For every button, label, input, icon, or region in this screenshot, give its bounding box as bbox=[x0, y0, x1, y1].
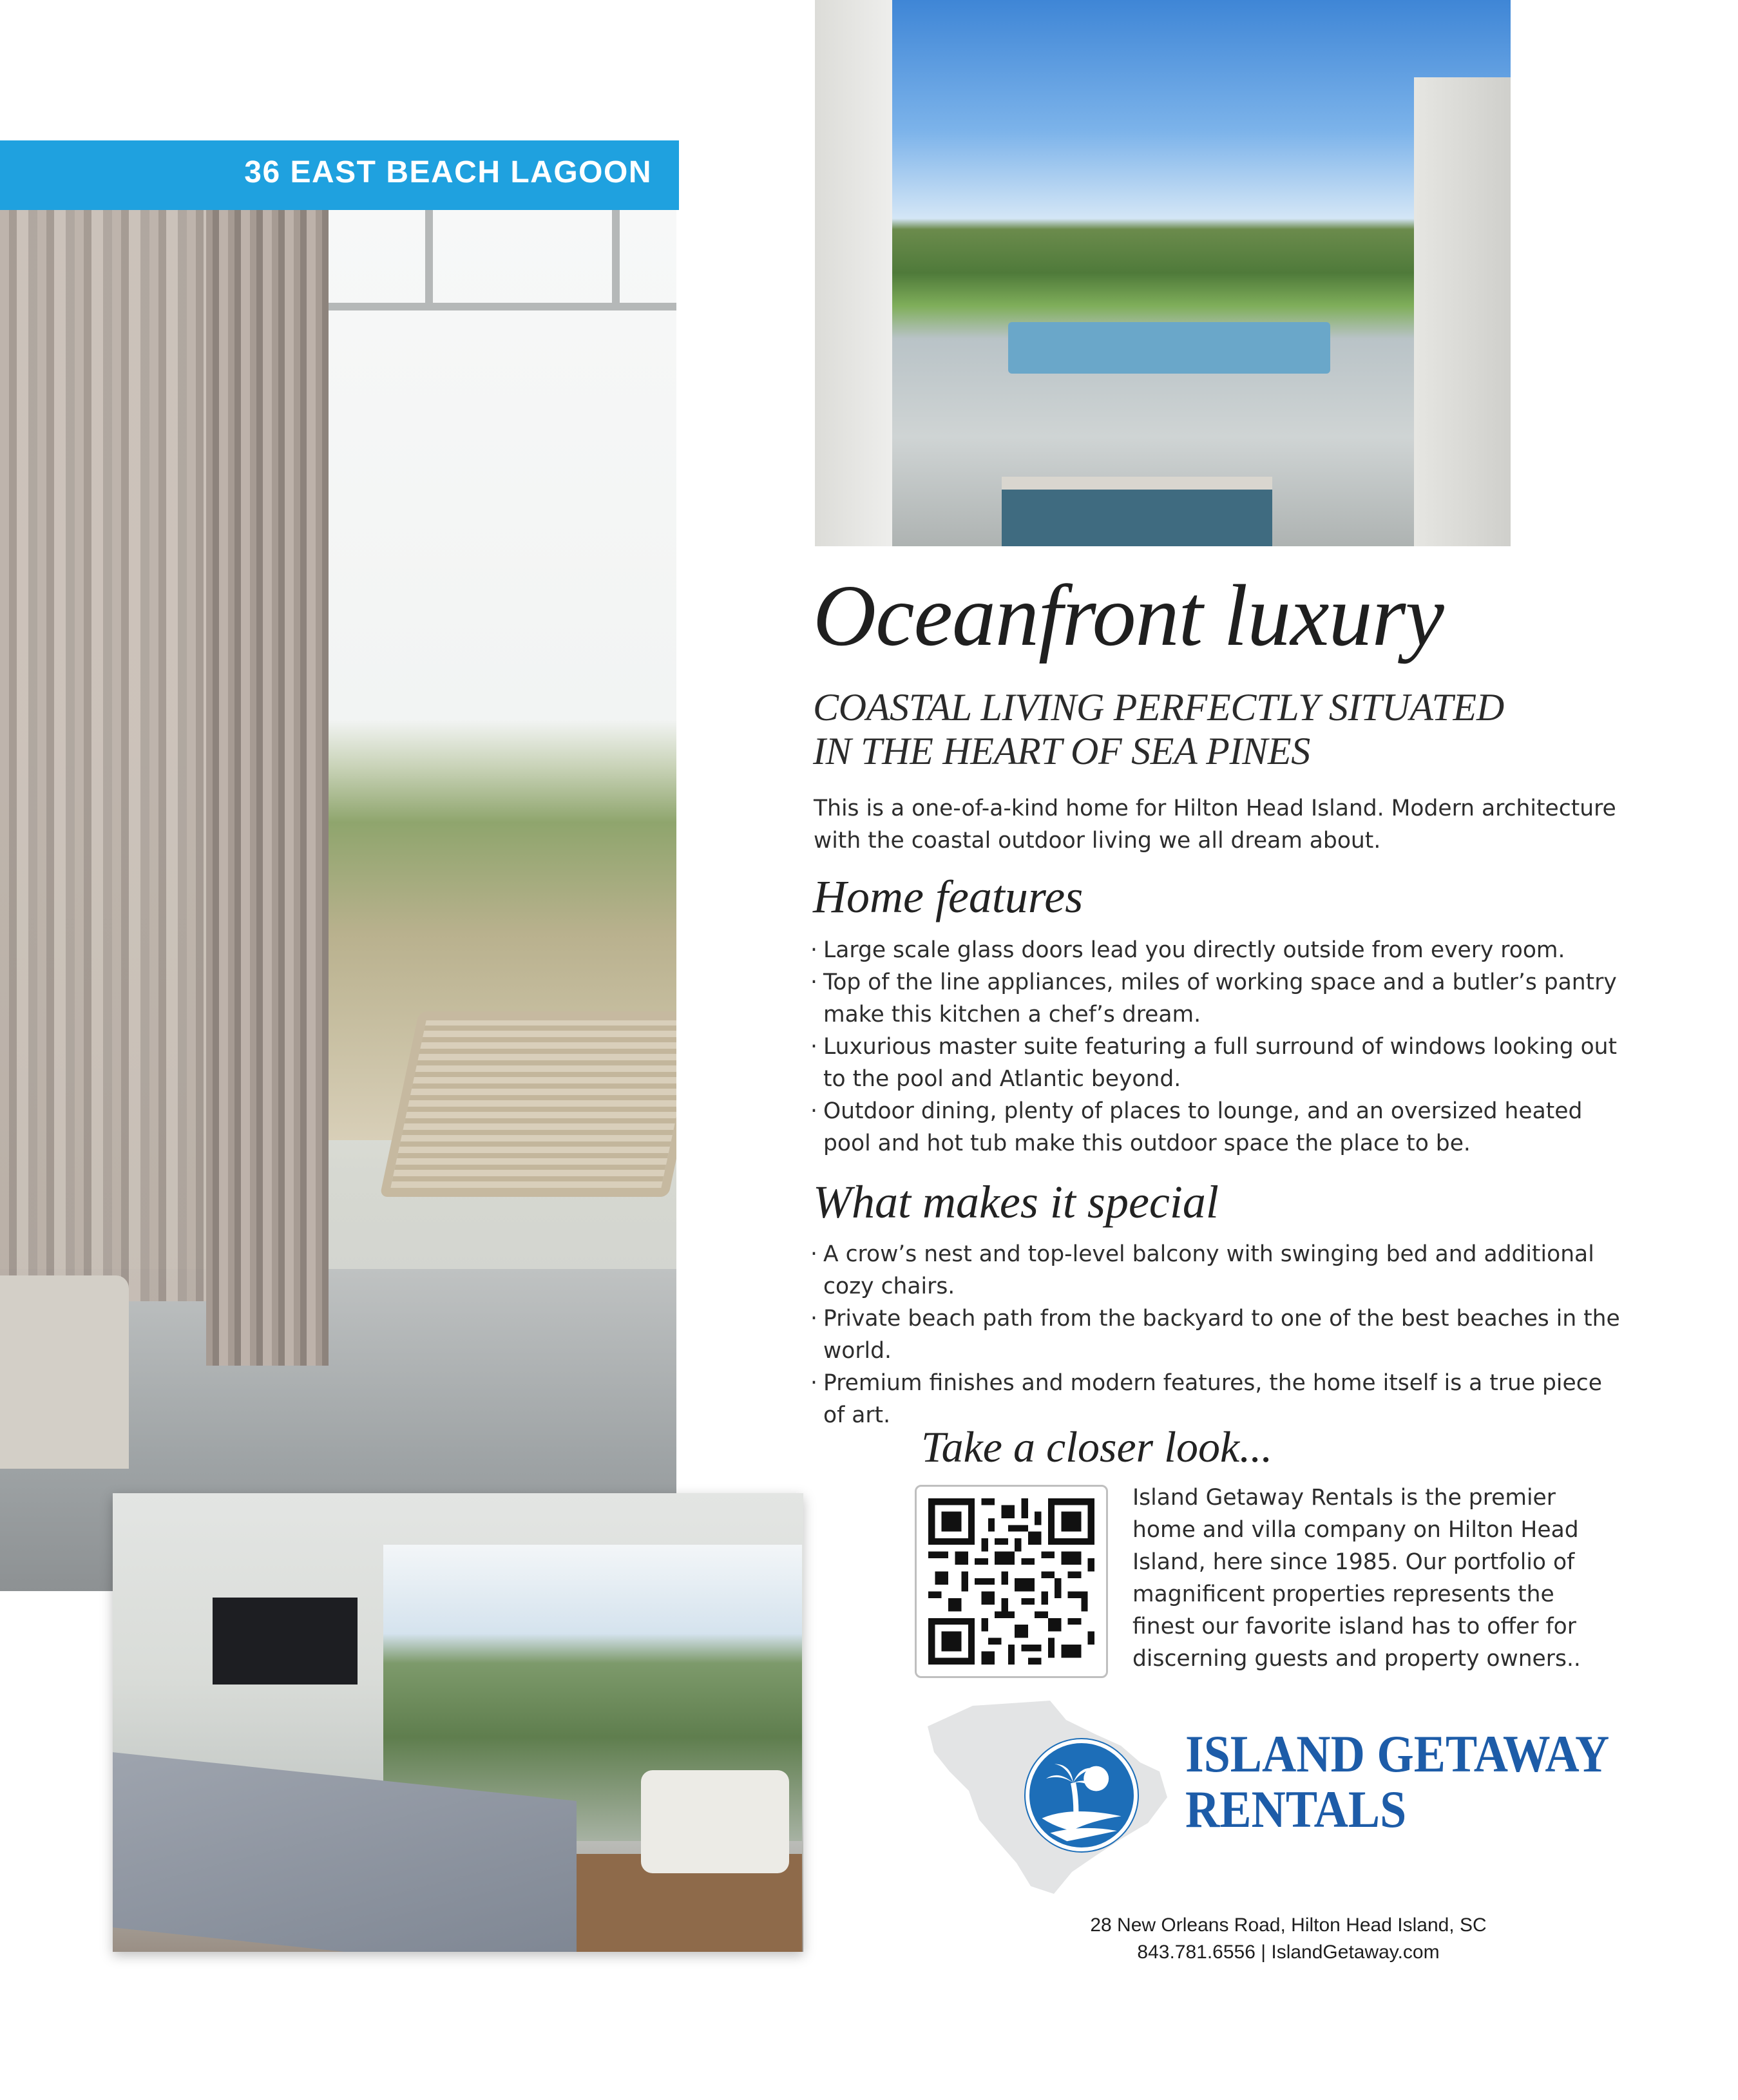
bedroom-photo bbox=[113, 1493, 803, 1952]
qr-code-icon[interactable] bbox=[915, 1485, 1108, 1678]
home-features-list bbox=[810, 934, 1625, 1160]
subheadline bbox=[813, 685, 1504, 773]
armchair bbox=[0, 1275, 129, 1469]
special-heading: What makes it special bbox=[813, 1176, 1219, 1228]
home-features-heading: Home features bbox=[813, 871, 1084, 922]
lounge-chair bbox=[379, 1011, 676, 1197]
list-item: · Large scale glass doors lead you directly outside from every room. bbox=[810, 934, 1625, 966]
palm-tree-logo-icon bbox=[1026, 1739, 1138, 1851]
sheer-curtain bbox=[206, 206, 329, 1366]
window-view bbox=[309, 206, 676, 1140]
company-address-block bbox=[966, 1912, 1610, 1966]
subheadline-line: COASTAL LIVING PERFECTLY SITUATED bbox=[813, 686, 1504, 729]
property-name: 36 EAST BEACH LAGOON bbox=[244, 155, 652, 189]
company-address: 28 New Orleans Road, Hilton Head Island, SC bbox=[1090, 1914, 1487, 1936]
television bbox=[213, 1598, 358, 1685]
headline: Oceanfront luxury bbox=[813, 568, 1444, 664]
list-item: · Outdoor dining, plenty of places to lounge, and an oversized heated pool and hot tub make this outdoor space the place to be. bbox=[810, 1095, 1625, 1160]
list-item: · A crow’s nest and top-level balcony with swinging bed and additional cozy chairs. bbox=[810, 1238, 1625, 1303]
hot-tub bbox=[1002, 477, 1272, 546]
list-item: · Top of the line appliances, miles of working space and a butler’s pantry make this kitchen a chef’s dream. bbox=[810, 966, 1625, 1031]
window-mullion bbox=[425, 206, 433, 309]
list-item: · Premium finishes and modern features, the home itself is a true piece of art. bbox=[810, 1367, 1625, 1431]
intro-paragraph: This is a one-of-a-kind home for Hilton Head Island. Modern architecture with the coastal outdoor living we all dream about. bbox=[814, 796, 1616, 854]
company-logo[interactable] bbox=[928, 1701, 1617, 1900]
window-mullion bbox=[612, 206, 620, 309]
qr-code-graphic bbox=[928, 1498, 1094, 1665]
company-name-line: RENTALS bbox=[1185, 1780, 1407, 1838]
special-list bbox=[810, 1238, 1625, 1431]
house-wall bbox=[815, 0, 892, 546]
pool-patio-photo bbox=[815, 0, 1511, 546]
subheadline-line: IN THE HEART OF SEA PINES bbox=[813, 730, 1310, 772]
company-contact-link[interactable]: 843.781.6556 | IslandGetaway.com bbox=[1137, 1942, 1440, 1963]
swimming-pool bbox=[1008, 322, 1330, 374]
company-name-line: ISLAND GETAWAY bbox=[1185, 1724, 1610, 1783]
house-wall bbox=[1414, 77, 1511, 546]
living-room-photo bbox=[0, 206, 676, 1591]
title-band bbox=[0, 140, 679, 210]
closer-look-heading: Take a closer look... bbox=[921, 1422, 1273, 1471]
armchair bbox=[641, 1770, 789, 1873]
list-item: · Private beach path from the backyard to one of the best beaches in the world. bbox=[810, 1303, 1625, 1367]
list-item: · Luxurious master suite featuring a full surround of windows looking out to the pool and Atlantic beyond. bbox=[810, 1031, 1625, 1095]
company-description: Island Getaway Rentals is the premier home and villa company on Hilton Head Island, here since 1985. Our portfolio of magnificent properties represents the finest our favorite island has to offer for discerning guests and property owners.. bbox=[1132, 1485, 1581, 1672]
window-transom bbox=[318, 303, 676, 310]
